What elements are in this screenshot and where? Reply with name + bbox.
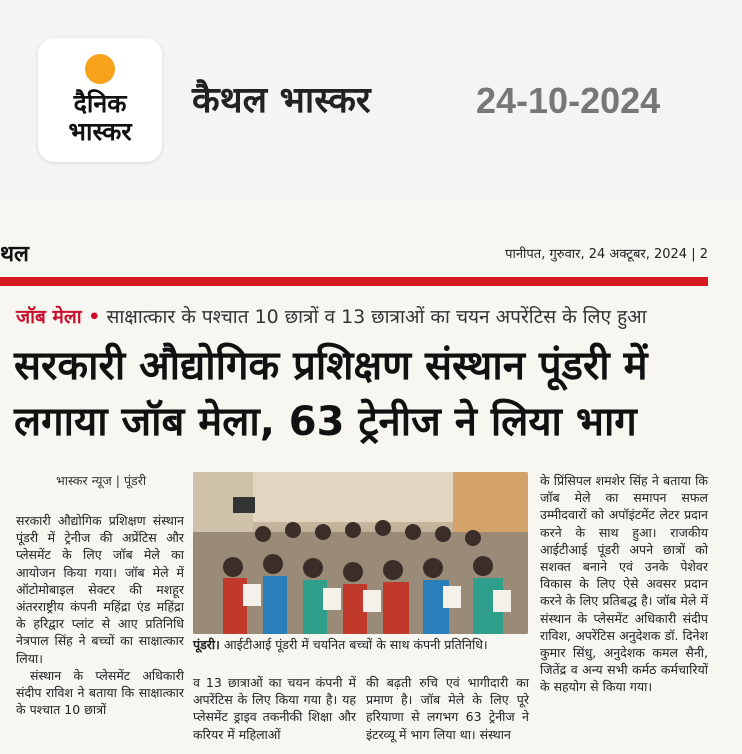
caption-place: पूंडरी। xyxy=(193,637,220,652)
headline xyxy=(14,338,704,450)
news-photo xyxy=(193,472,528,634)
photo-caption xyxy=(193,636,528,654)
page-dateline: पानीपत, गुरुवार, 24 अक्टूबर, 2024 | 2 xyxy=(505,247,708,262)
col1-paragraph-1: सरकारी औद्योगिक प्रशिक्षण संस्थान पूंडरी में ट्रेनीज की अप्रेंटिस और प्लेसमेंट के लिए जॉब मेले का आयोजन किया गया। जॉब मेले में ऑटोमोबाइल सेक्टर की मशहूर अंतरराष्ट्रीय कंपनी महिंद्रा एंड महिंद्रा के हरिद्वार प्लांट से आए प्रतिनिधि नेत्रपाल सिंह ने बच्चों का साक्षात्कार लिया। xyxy=(16,513,184,666)
group-photo-illustration xyxy=(193,472,528,634)
byline: भास्कर न्यूज | पूंडरी xyxy=(56,473,147,488)
edition-date: 24-10-2024 xyxy=(476,80,661,121)
kicker-label: जॉब मेला • xyxy=(16,306,101,328)
kicker-text: साक्षात्कार के पश्चात 10 छात्रों व 13 छात्राओं का चयन अपरेंटिस के लिए हुआ xyxy=(106,306,647,328)
article-column-1 xyxy=(16,512,184,718)
edition-title: कैथल भास्कर xyxy=(192,80,371,121)
app-header xyxy=(0,0,742,200)
article-column-2: व 13 छात्राओं का चयन कंपनी में अपरेंटिस के लिए किया गया है। यह प्लेसमेंट ड्राइव तकनीकी शिक्षा और करियर में महिलाओं xyxy=(193,675,356,742)
article-column-4: के प्रिंसिपल शमशेर सिंह ने बताया कि जॉब मेले का समापन सफल उम्मीदवारों को अपॉइंटमेंट लेटर प्रदान करने के साथ हुआ। राजकीय आईटीआई पूंडरी अपने छात्रों को सशक्त बनाने एवं उनके पेशेवर विकास के लिए ऐसे अवसर प्रदान करने के लिए प्रतिबद्ध है। जॉब मेले में संस्थान के प्लेसमेंट अधिकारी संदीप राविश, अपरेंटिस अनुदेशक डॉ. दिनेश कुमार सिंधु, अनुदेशक कमल सैनी, जितेंद्र व अन्य सभी कर्मठ कर्मचारियों के सहयोग से किया गया। xyxy=(540,473,708,695)
logo-text-line1: दैनिक xyxy=(73,89,127,118)
logo-text-line2: भास्कर xyxy=(68,117,132,146)
headline-line1: सरकारी औद्योगिक प्रशिक्षण संस्थान पूंडरी में xyxy=(14,343,648,389)
article-column-3: की बढ़ती रुचि एवं भागीदारी का प्रमाण है। जॉब मेले के लिए पूरे हरियाणा से लगभग 63 ट्रेनीज ने इंटरव्यू में भाग लिया था। संस्थान xyxy=(366,675,529,742)
newspaper-clipping xyxy=(0,200,742,754)
headline-line2: लगाया जॉब मेला, 63 ट्रेनीज ने लिया भाग xyxy=(14,399,637,445)
col1-paragraph-2: संस्थान के प्लेसमेंट अधिकारी संदीप राविश ने बताया कि साक्षात्कार के पश्चात 10 छात्रों xyxy=(16,667,184,718)
masthead-fragment: थल xyxy=(0,242,29,267)
dainik-bhaskar-logo[interactable] xyxy=(38,38,162,162)
sun-icon xyxy=(85,54,115,84)
caption-text: आईटीआई पूंडरी में चयनित बच्चों के साथ कंपनी प्रतिनिधि। xyxy=(223,637,488,652)
kicker xyxy=(16,303,647,329)
red-rule xyxy=(0,277,708,286)
